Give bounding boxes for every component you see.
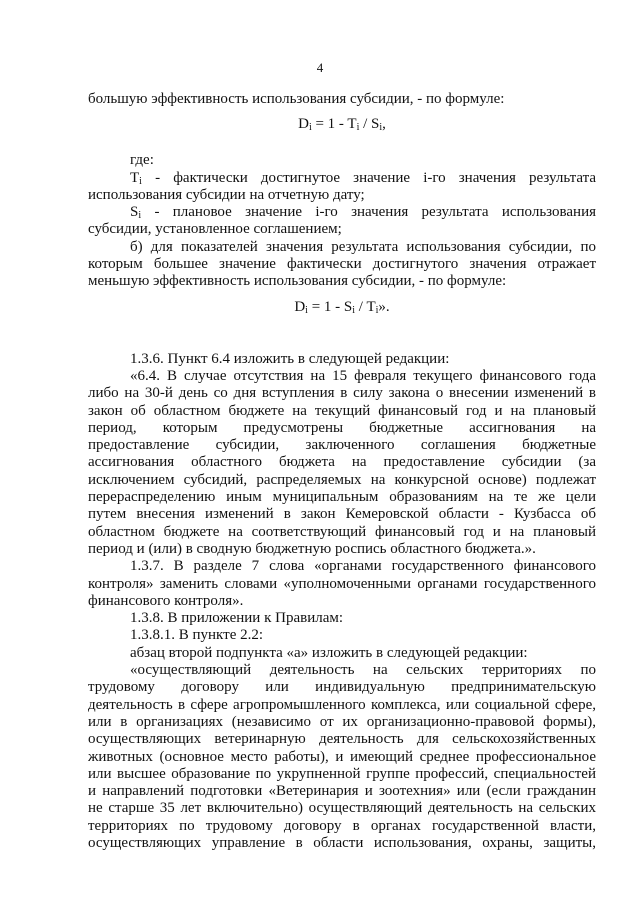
page-number: 4 xyxy=(316,60,324,75)
text-line: территориях по трудовому договору в органах государственной власти, xyxy=(88,817,596,834)
text-line: использования субсидии на отчетную дату; xyxy=(88,186,365,203)
text-line: 1.3.8. В приложении к Правилам: xyxy=(130,610,344,627)
text-line: ассигнования областного бюджета на предоставление субсидии (за xyxy=(88,454,596,471)
text-line: б) для показателей значения результата использования субсидии, по xyxy=(130,238,596,255)
text-line: 1.3.6. Пункт 6.4 изложить в следующей редакции: xyxy=(130,350,450,367)
text-line: или высшее образование по укрупненной группе профессий, специальностей xyxy=(88,765,596,782)
text-line: перераспределению иным муниципальным образованиям на те же цели xyxy=(88,489,596,506)
text-line: осуществляющих ветеринарную деятельность для сельскохозяйственных xyxy=(88,731,596,748)
text-line: период и (или) в сводную бюджетную роспись областного бюджета.». xyxy=(88,540,536,557)
document-body xyxy=(88,91,596,852)
text-line: которым большее значение фактически достигнутого значения отражает xyxy=(88,256,596,273)
text-line: закон об областном бюджете на текущий финансовый год и на плановый xyxy=(88,402,596,419)
text-line: абзац второй подпункта «а» изложить в следующей редакции: xyxy=(130,644,528,661)
text-line: областном бюджете на соответствующий финансовый год и на плановый xyxy=(88,523,596,540)
text-line: предоставление субсидии, заключенного соглашения бюджетные xyxy=(88,437,596,454)
text-line: 1.3.7. В разделе 7 слова «органами государственного финансового xyxy=(130,558,596,575)
text-line: не старше 35 лет включительно) осуществляющий деятельность на сельских xyxy=(88,800,596,817)
text-line: осуществляющих управление в области использования, охраны, защиты, xyxy=(88,834,596,851)
text-line: финансового контроля». xyxy=(88,592,244,609)
text-line: контроля» заменить словами «уполномоченными органами государственного xyxy=(88,575,596,592)
text-line: период, которым предусмотрены бюджетные ассигнования на xyxy=(88,419,596,436)
formula-efficiency-2: $D_i = 1 - S_i / T_i$». xyxy=(294,298,390,316)
text-line: «осуществляющий деятельность на сельских территориях по xyxy=(130,662,596,679)
text-line: «6.4. В случае отсутствия на 15 февраля текущего финансового года xyxy=(130,367,596,384)
formula-efficiency-1: $D_i = 1 - T_i / S_i$, xyxy=(298,116,386,134)
text-line: исключением субсидий, распределяемых на конкурсной основе) подлежат xyxy=(88,471,596,488)
text-line: где: xyxy=(130,152,154,169)
text-line: и направлений подготовки «Ветеринария и зоотехния» или (если гражданин xyxy=(88,783,596,800)
text-line: животных (основное место работы), и имеющий среднее профессиональное xyxy=(88,748,596,765)
text-line: субсидии, установленное соглашением; xyxy=(88,221,342,238)
text-line: 1.3.8.1. В пункте 2.2: xyxy=(130,627,264,644)
definition-t: $T_i$ - фактически достигнутое значение i-го значения результата xyxy=(130,169,596,187)
definition-s: $S_i$ - плановое значение i-го значения результата использования xyxy=(130,204,596,222)
text-line: или в организациях (независимо от их организационно-правовой формы), xyxy=(88,713,596,730)
text-line: большую эффективность использования субсидии, - по формуле: xyxy=(88,91,505,107)
text-line: деятельность в сфере агропромышленного комплекса, или социальной сфере, xyxy=(88,696,596,713)
text-line: либо на 30-й день со дня вступления в силу закона о внесении изменений в xyxy=(88,385,596,402)
text-line: путем внесения изменений в закон Кемеровской области - Кузбасса об xyxy=(88,506,596,523)
text-line: трудовому договору или индивидуальную предпринимательскую xyxy=(88,679,596,696)
text-line: меньшую эффективность использования субсидии, - по формуле: xyxy=(88,273,507,290)
